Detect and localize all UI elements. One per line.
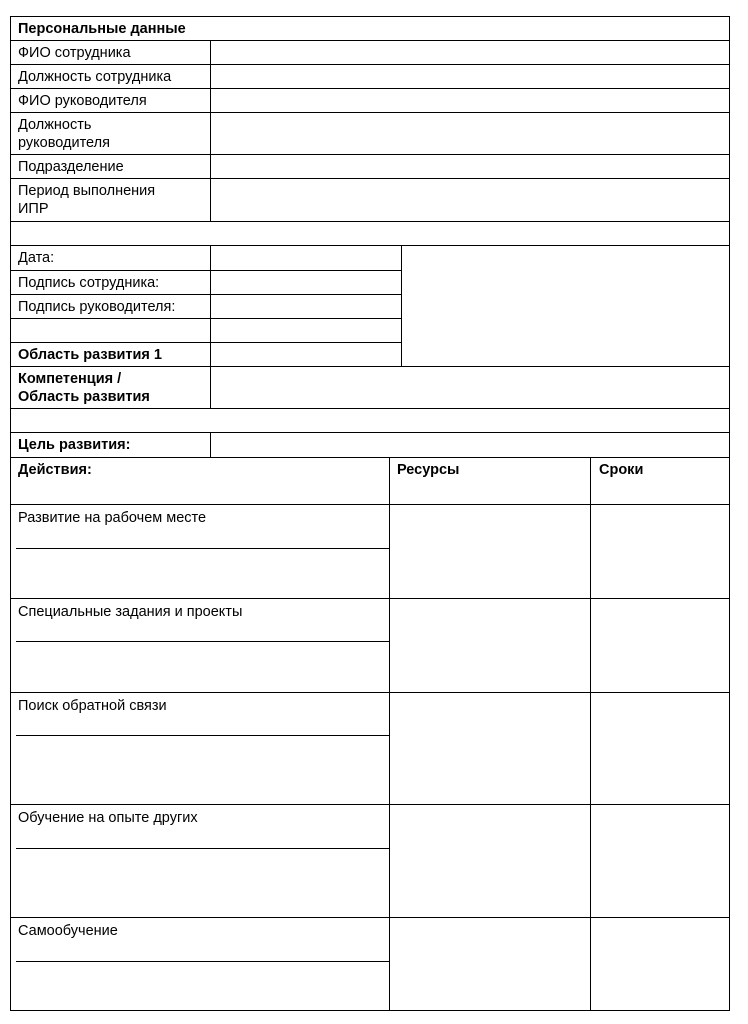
action-underline: [16, 548, 390, 549]
manager-name-field[interactable]: [211, 89, 729, 112]
action-underline: [16, 961, 390, 962]
deadlines-field[interactable]: [591, 599, 728, 691]
manager-position-label: руководителя: [18, 135, 110, 151]
manager-signature-label: Подпись руководителя:: [18, 299, 176, 315]
action-underline: [16, 848, 390, 849]
deadlines-field[interactable]: [591, 505, 728, 597]
row-line: [10, 221, 730, 222]
row-line: [10, 457, 730, 458]
resources-field[interactable]: [390, 805, 589, 916]
manager-position-label: Должность: [18, 117, 92, 133]
competency-field[interactable]: [211, 367, 729, 408]
employee-position-field[interactable]: [211, 65, 729, 88]
ipr-period-field[interactable]: [211, 179, 729, 221]
department-label: Подразделение: [18, 159, 124, 175]
employee-name-label: ФИО сотрудника: [18, 45, 131, 61]
deadlines-header: Сроки: [599, 462, 644, 478]
development-area-label: Область развития 1: [18, 347, 162, 363]
personal-section-title: Персональные данные: [18, 21, 186, 37]
resources-field[interactable]: [390, 505, 589, 597]
row-line: [10, 318, 401, 319]
manager-position-field[interactable]: [211, 113, 729, 154]
row-line: [10, 408, 730, 409]
table-border-bottom: [10, 1010, 730, 1011]
action-field[interactable]: [16, 963, 388, 1009]
date-label: Дата:: [18, 250, 55, 266]
table-border-top: [10, 16, 730, 17]
table-border-left: [10, 16, 11, 1011]
goal-field[interactable]: [211, 433, 729, 457]
department-field[interactable]: [211, 155, 729, 178]
action-row-label: Развитие на рабочем месте: [18, 510, 207, 526]
employee-signature-field[interactable]: [211, 271, 401, 294]
col-line: [401, 245, 402, 366]
competency-label: Компетенция /: [18, 371, 122, 387]
employee-signature-label: Подпись сотрудника:: [18, 275, 160, 291]
deadlines-field[interactable]: [591, 918, 728, 1009]
action-field[interactable]: [16, 850, 388, 916]
goal-label: Цель развития:: [18, 437, 131, 453]
action-field[interactable]: [16, 643, 388, 691]
employee-name-field[interactable]: [211, 41, 729, 64]
action-field[interactable]: [16, 550, 388, 597]
ipr-period-label: Период выполнения: [18, 183, 156, 199]
actions-header: Действия:: [18, 462, 92, 478]
action-row-label: Поиск обратной связи: [18, 698, 167, 714]
action-underline: [16, 641, 390, 642]
employee-position-label: Должность сотрудника: [18, 69, 172, 85]
resources-header: Ресурсы: [397, 462, 460, 478]
table-border-right: [729, 16, 730, 1011]
action-row-label: Специальные задания и проекты: [18, 604, 243, 620]
deadlines-field[interactable]: [591, 693, 728, 803]
resources-field[interactable]: [390, 693, 589, 803]
action-row-label: Обучение на опыте других: [18, 810, 198, 826]
resources-field[interactable]: [390, 599, 589, 691]
action-row-label: Самообучение: [18, 923, 118, 939]
resources-field[interactable]: [390, 918, 589, 1009]
date-field[interactable]: [211, 246, 401, 270]
competency-label: Область развития: [18, 389, 150, 405]
development-area-field[interactable]: [211, 343, 401, 366]
deadlines-field[interactable]: [591, 805, 728, 916]
ipr-period-label: ИПР: [18, 201, 49, 217]
action-underline: [16, 735, 390, 736]
manager-signature-field[interactable]: [211, 295, 401, 318]
action-field[interactable]: [16, 737, 388, 803]
manager-name-label: ФИО руководителя: [18, 93, 147, 109]
